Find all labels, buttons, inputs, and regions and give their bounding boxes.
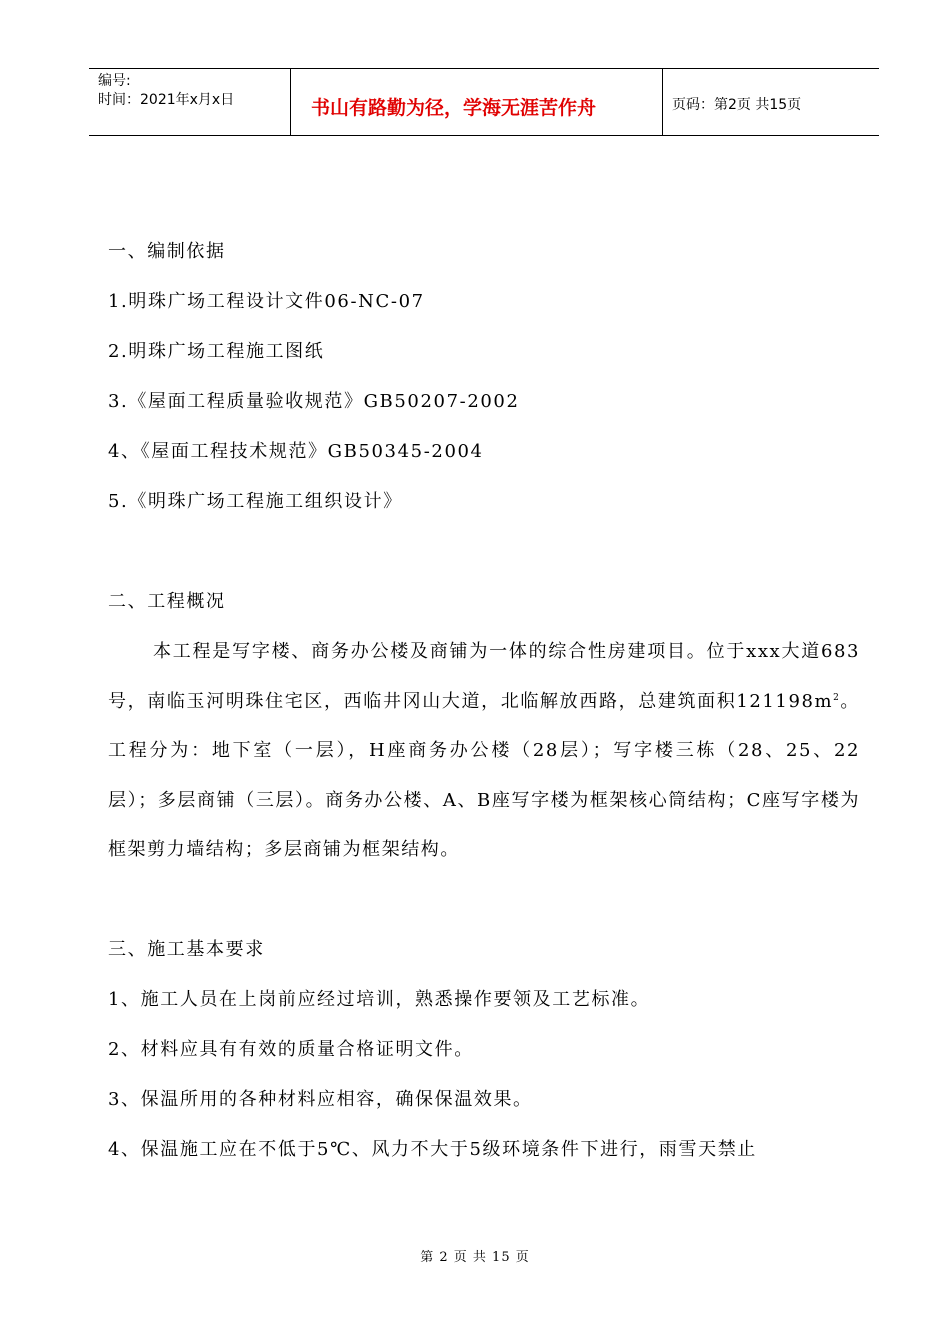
section-gap: [108, 875, 860, 925]
section-title-overview: 二、工程概况: [108, 591, 226, 612]
header-motto: 书山有路勤为径，学海无涯苦作舟: [311, 97, 597, 119]
overview-text-part2: 。工程分为：地下室（一层），H座商务办公楼（28层）；写字楼三栋（28、25、22层）；多层商铺（三层）。商务办公楼、A、B座写字楼为框架核心筒结构；C座写字楼为框架剪力墙结构；多层商铺为框架结构。: [108, 690, 860, 860]
basis-item: 5.《明珠广场工程施工组织设计》: [108, 491, 403, 512]
overview-paragraph: [108, 627, 860, 875]
header-page-cell: [663, 69, 879, 135]
basis-item: 4、《屋面工程技术规范》GB50345-2004: [108, 441, 484, 462]
area-unit-superscript: 2: [833, 692, 841, 703]
basis-item: 1.明珠广场工程设计文件06-NC-07: [108, 291, 425, 312]
header-info-cell: [89, 69, 291, 135]
page-header: [89, 68, 879, 136]
overview-text-part1: 本工程是写字楼、商务办公楼及商铺为一体的综合性房建项目。位于xxx大道683号，南临玉河明珠住宅区，西临井冈山大道，北临解放西路，总建筑面积121198m: [108, 641, 860, 712]
section-title-requirements: 三、施工基本要求: [108, 938, 265, 960]
requirement-item: 3、保温所用的各种材料应相容，确保保温效果。: [108, 1088, 533, 1110]
document-number-label: 编号:: [98, 73, 131, 89]
header-motto-cell: [291, 69, 663, 135]
requirement-item: 2、材料应具有有效的质量合格证明文件。: [108, 1038, 474, 1060]
requirement-item: 4、保温施工应在不低于5℃、风力不大于5级环境条件下进行，雨雪天禁止: [108, 1138, 757, 1160]
basis-item: 3.《屋面工程质量验收规范》GB50207-2002: [108, 391, 520, 412]
requirement-item: 1、施工人员在上岗前应经过培训，熟悉操作要领及工艺标准。: [108, 988, 651, 1010]
section-gap: [108, 527, 860, 577]
page-footer: 第 2 页 共 15 页: [420, 1250, 530, 1265]
document-body: [108, 227, 860, 1175]
header-page-code: 页码：第2页 共15页: [672, 97, 802, 113]
document-time-label: 时间：2021年x月x日: [98, 92, 235, 108]
basis-item: 2.明珠广场工程施工图纸: [108, 341, 325, 362]
section-title-basis: 一、编制依据: [108, 241, 226, 262]
